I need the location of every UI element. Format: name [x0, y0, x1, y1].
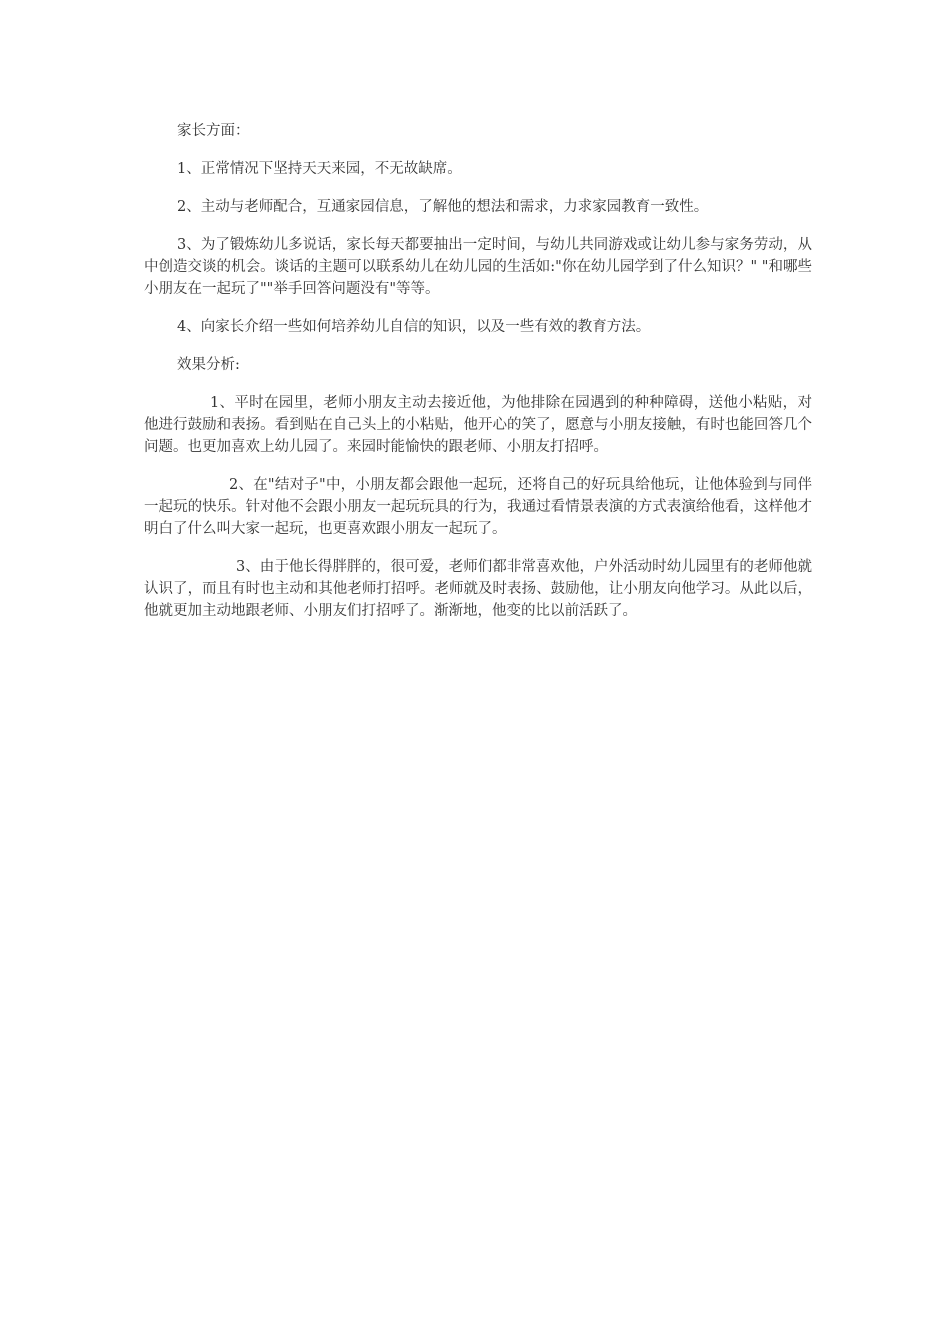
parent-item-4: 4、向家长介绍一些如何培养幼儿自信的知识，以及一些有效的教育方法。: [177, 319, 651, 335]
effect-section-heading: 效果分析:: [177, 357, 240, 373]
parent-section-heading: 家长方面：: [177, 123, 250, 139]
effect-item-1: 1、平时在园里，老师小朋友主动去接近他，为他排除在园遇到的种种障碍，送他小粘贴，对他进行鼓励和表扬。看到贴在自己头上的小粘贴，他开心的笑了，愿意与小朋友接触，有时也能回答几个问题。也更加喜欢上幼儿园了。来园时能愉快的跟老师、小朋友打招呼。: [144, 395, 812, 455]
document-body: [144, 120, 812, 622]
effect-item-2: 2、在"结对子"中，小朋友都会跟他一起玩，还将自己的好玩具给他玩，让他体验到与同伴一起玩的快乐。针对他不会跟小朋友一起玩玩具的行为，我通过看情景表演的方式表演给他看，这样他才明白了什么叫大家一起玩，也更喜欢跟小朋友一起玩了。: [144, 477, 812, 537]
effect-item-3: 3、由于他长得胖胖的，很可爱，老师们都非常喜欢他，户外活动时幼儿园里有的老师他就认识了，而且有时也主动和其他老师打招呼。老师就及时表扬、鼓励他，让小朋友向他学习。从此以后，他就更加主动地跟老师、小朋友们打招呼了。渐渐地，他变的比以前活跃了。: [144, 559, 812, 619]
parent-item-3: 3、为了锻炼幼儿多说话，家长每天都要抽出一定时间，与幼儿共同游戏或让幼儿参与家务劳动，从中创造交谈的机会。谈话的主题可以联系幼儿在幼儿园的生活如:"你在幼儿园学到了什么知识？" "和哪些小朋友在一起玩了""举手回答问题没有"等等。: [144, 237, 812, 297]
parent-item-1: 1、正常情况下坚持天天来园，不无故缺席。: [177, 161, 462, 177]
parent-item-2: 2、主动与老师配合，互通家园信息，了解他的想法和需求，力求家园教育一致性。: [177, 199, 709, 215]
